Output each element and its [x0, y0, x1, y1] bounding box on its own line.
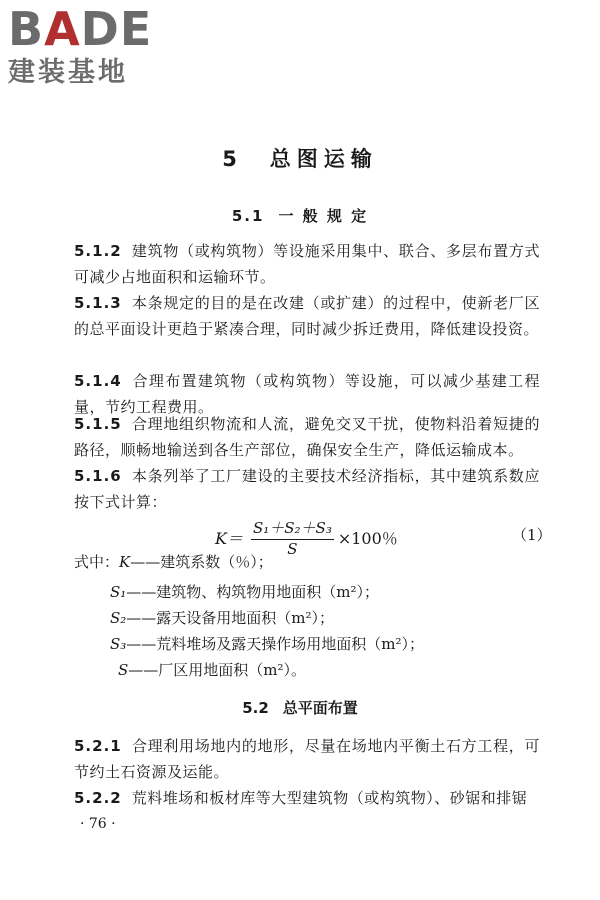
legend-item-s2: S₂——露天设备用地面积（m²）； [110, 609, 335, 627]
clause-5-1-5: 5.1.5 合理地组织物流和人流，避免交叉干扰，使物料沿着短捷的路径，顺畅地输送到各生产部位，确保安全生产，降低运输成本。 [74, 415, 540, 459]
clause-5-2-1: 5.2.1 合理利用场地内的地形，尽量在场地内平衡土石方工程，可节约土石资源及运能。 [74, 737, 540, 781]
chapter-title: 5 总图运输 [222, 147, 378, 171]
page-number: · 76 · [80, 816, 116, 832]
clause-5-2-2: 5.2.2 荒料堆场和板材库等大型建筑物（或构筑物）、砂锯和排锯 [74, 789, 528, 807]
equation-number: （1） [512, 526, 552, 544]
formula-fraction: $\frac{\text{S₁＋S₂＋S₃}}{S}$ [252, 518, 332, 558]
legend-item-s1: S₁——建筑物、构筑物用地面积（m²）； [110, 583, 380, 601]
legend-item-s3: S₃——荒料堆场及露天操作场用地面积（m²）； [110, 635, 425, 653]
clause-5-1-3: 5.1.3 本条规定的目的是在改建（或扩建）的过程中，使新老厂区的总平面设计更趋于紧凑合理，同时减少拆迁费用，降低建设投资。 [74, 294, 540, 338]
logo-subtitle: 建装基地 [8, 57, 128, 88]
section-title-5-1: 5.1 一 般 规 定 [231, 207, 369, 225]
legend-item-s: S——厂区用地面积（m²）。 [118, 661, 307, 679]
clause-5-1-6: 5.1.6 本条列举了工厂建设的主要技术经济指标，其中建筑系数应按下式计算： [74, 467, 540, 511]
clause-5-1-4: 5.1.4 合理布置建筑物（或构筑物）等设施，可以减少基建工程量，节约工程费用。 [74, 372, 540, 416]
bade-logo [8, 4, 178, 90]
clause-5-1-2: 5.1.2 建筑物（或构筑物）等设施采用集中、联合、多层布置方式可减少占地面积和运输环节。 [74, 242, 540, 286]
building-coefficient-formula: K＝ $\frac{\text{S₁＋S₂＋S₃}}{S}$ ×100％ [215, 518, 398, 558]
logo-wordmark: BADE [8, 2, 153, 56]
legend-item-k: 式中：K——建筑系数（％）； [74, 553, 273, 571]
section-title-5-2: 5.2 总平面布置 [242, 699, 358, 717]
